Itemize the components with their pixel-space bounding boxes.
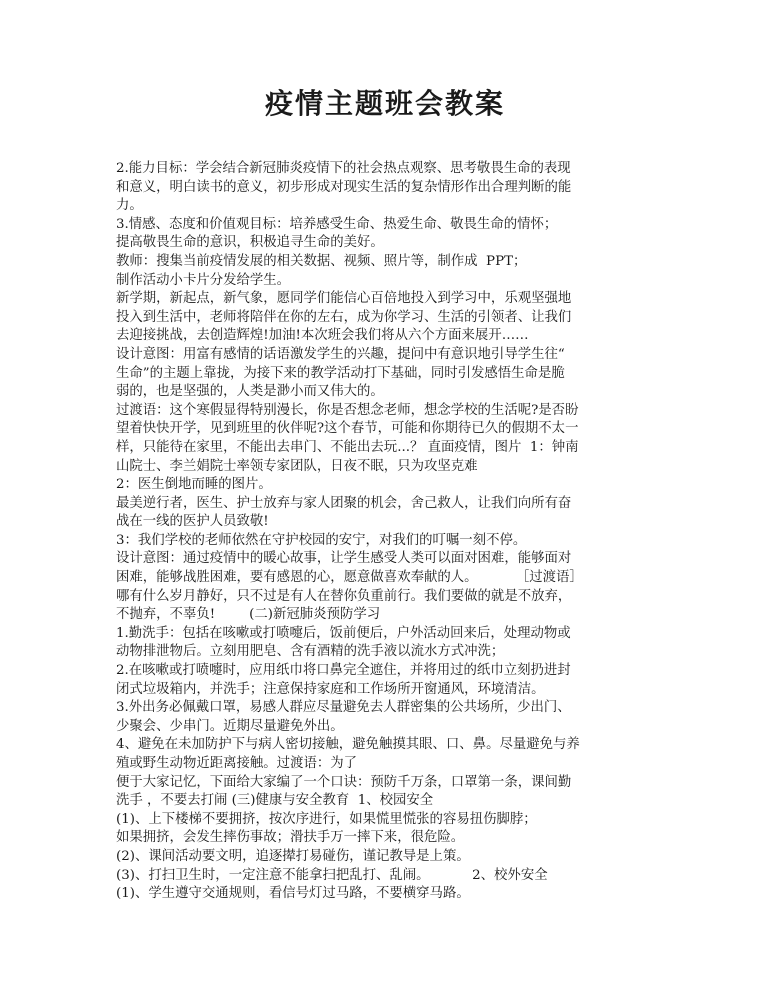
paragraph-line: 如果拥挤，会发生摔伤事故；滑扶手万一摔下来，很危险。 [116,830,465,846]
paragraph-line: 少聚会、少串门。近期尽量避免外出。 [116,718,344,734]
document-body [116,160,662,904]
paragraph-line: 闭式垃圾箱内，并洗手；注意保持家庭和工作场所开窗通风，环境清洁。 [116,681,545,697]
paragraph-line: 4、避免在未加防护下与病人密切接触，避免触摸其眼、口、鼻。尽量避免与养 [116,737,580,753]
paragraph-line: (1)、上下楼梯不要拥挤，按次序进行，如果慌里慌张的容易扭伤脚脖； [116,811,537,827]
paragraph-line: 战在一线的医护人员致敬! [116,514,269,530]
paragraph-line: 洗手 ，不要去打闹 (三)健康与安全教育 1、校园安全 [116,793,434,809]
paragraph-line: 样，只能待在家里，不能出去串门、不能出去玩...？ 直面疫情，图片 1：钟南 [116,439,579,455]
paragraph-line: (3)、打扫卫生时，一定注意不能拿扫把乱打、乱闹。 2、校外安全 [116,867,548,883]
paragraph-line: 动物排泄物后。立刻用肥皂、含有酒精的洗手液以流水方式冲洗； [116,644,505,660]
paragraph-line: 不抛弃，不辜负! (二)新冠肺炎预防学习 [116,607,381,623]
paragraph-line: 2.在咳嗽或打喷嚏时，应用纸巾将口鼻完全遮住，并将用过的纸巾立刻扔进封 [116,663,571,679]
paragraph-line: 力。 [116,198,143,214]
paragraph-line: 山院士、李兰娟院士率领专家团队，日夜不眠，只为攻坚克难 [116,458,478,474]
paragraph-line: 去迎接挑战，去创造辉煌!加油!本次班会我们将从六个方面来展开…… [116,328,529,344]
paragraph-line: 生命”的主题上靠拢，为接下来的教学活动打下基础，同时引发感悟生命是脆 [116,365,565,381]
paragraph-line: 3.情感、态度和价值观目标：培养感受生命、热爱生命、敬畏生命的情怀； [116,216,558,232]
paragraph-line: 教师：搜集当前疫情发展的相关数据、视频、照片等，制作成 PPT； [116,253,527,269]
paragraph-line: (1)、学生遵守交通规则，看信号灯过马路，不要横穿马路。 [116,886,470,902]
paragraph-line: 3：我们学校的老师依然在守护校园的安宁，对我们的叮嘱一刻不停。 [116,532,527,548]
paragraph-line: 3.外出务必佩戴口罩，易感人群应尽量避免去人群密集的公共场所，少出门、 [116,700,571,716]
paragraph-line: 1.勤洗手：包括在咳嗽或打喷嚏后，饭前便后，户外活动回来后，处理动物或 [116,625,571,641]
paragraph-line: 制作活动小卡片分发给学生。 [116,272,291,288]
paragraph-line: 弱的，也是坚强的，人类是渺小而又伟大的。 [116,384,384,400]
paragraph-line: 望着快快开学，见到班里的伙伴呢?这个春节，可能和你期待已久的假期不太一 [116,421,579,437]
paragraph-line: 殖或野生动物近距离接触。过渡语：为了 [116,756,358,771]
paragraph-line: 最美逆行者，医生、护士放弃与家人团聚的机会，舍己救人，让我们向所有奋 [116,495,572,511]
paragraph-line: 新学期，新起点，新气象，愿同学们能信心百倍地投入到学习中，乐观坚强地 [116,291,572,307]
paragraph-line: 设计意图：通过疫情中的暖心故事，让学生感受人类可以面对困难，能够面对 [116,551,572,567]
document-title: 疫情主题班会教案 [264,87,505,120]
paragraph-line: 提高敬畏生命的意识，积极追寻生命的美好。 [116,235,384,251]
paragraph-line: 投入到生活中，老师将陪伴在你的左右，成为你学习、生活的引领者、让我们 [116,309,572,325]
paragraph-line: 困难，能够战胜困难，要有感恩的心，愿意做喜欢奉献的人。 ［过渡语］ [116,570,583,586]
paragraph-line: 哪有什么岁月静好，只不过是有人在替你负重前行。我们要做的就是不放弃， [116,588,572,604]
paragraph-line: 设计意图：用富有感情的话语激发学生的兴趣，提问中有意识地引导学生往“ [116,346,565,362]
paragraph-line: 便于大家记忆，下面给大家编了一个口诀：预防千万条，口罩第一条，课间勤 [116,774,572,790]
paragraph-line: 和意义，明白读书的意义，初步形成对现实生活的复杂情形作出合理判断的能 [116,179,572,195]
paragraph-line: (2)、课间活动要文明，追逐撵打易碰伤，谨记教导是上策。 [116,848,470,864]
paragraph-line: 过渡语：这个寒假显得特别漫长，你是否想念老师，想念学校的生活呢?是否盼 [116,402,579,418]
paragraph-line: 2.能力目标：学会结合新冠肺炎疫情下的社会热点观察、思考敬畏生命的表现 [116,161,571,176]
paragraph-line: 2：医生倒地而睡的图片。 [116,477,272,493]
